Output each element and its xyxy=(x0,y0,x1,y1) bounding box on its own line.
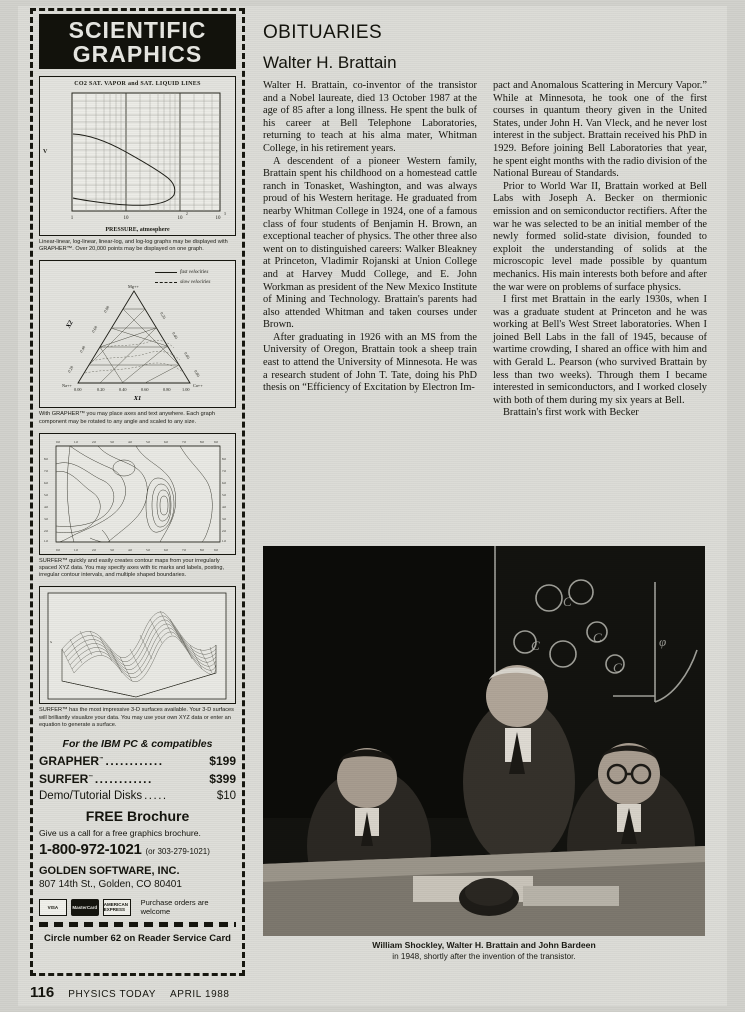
page-footer xyxy=(30,984,330,1001)
phone-primary: 1-800-972-1021 xyxy=(39,841,142,859)
svg-text:8.0: 8.0 xyxy=(44,456,48,461)
svg-text:2.0: 2.0 xyxy=(92,547,96,552)
svg-text:7.0: 7.0 xyxy=(44,468,48,473)
svg-text:8.0: 8.0 xyxy=(200,547,204,552)
svg-text:Mg++: Mg++ xyxy=(128,284,139,290)
svg-text:5.0: 5.0 xyxy=(146,547,150,552)
paragraph: After graduating in 1926 with an MS from the University of Oregon, Brattain took a sheep train east to attend the University of Minnesota. He was a research student of John T. Tate, doing his PhD thesis on “Efficiency of Excitation by Electron Im- xyxy=(263,331,477,394)
price-value: $10 xyxy=(216,790,236,803)
chart-xlabel: X1 xyxy=(133,395,142,403)
svg-text:0.60: 0.60 xyxy=(183,351,191,360)
svg-text:C: C xyxy=(613,660,622,675)
price-row-grapher xyxy=(39,754,236,768)
magazine-name: PHYSICS TODAY xyxy=(68,989,157,1000)
trademark-symbol: ™ xyxy=(88,774,93,780)
svg-text:0.20: 0.20 xyxy=(66,365,75,374)
svg-text:φ: φ xyxy=(659,634,667,649)
svg-text:4.0: 4.0 xyxy=(222,504,226,509)
price-value: $199 xyxy=(209,754,236,769)
svg-text:0.80: 0.80 xyxy=(193,369,201,378)
svg-text:10: 10 xyxy=(123,216,129,221)
svg-text:0.0: 0.0 xyxy=(56,547,60,552)
chart-ylabel: X2 xyxy=(64,319,75,330)
paragraph: pact and Anomalous Scattering in Mercury Vapor.” While at Minnesota, he took one of the first courses in quantum theory given in the United States, under John H. Van Vleck, and he never lost interest in the subject. Brattain received his PhD in 1929. Before joining Bell Laboratories that year, he spent eight months with the radio division of the National Bureau of Standards. xyxy=(493,80,707,180)
obituary-title: Walter H. Brattain xyxy=(263,53,397,72)
svg-text:0.40: 0.40 xyxy=(119,387,127,393)
chart-contour-map xyxy=(39,433,236,555)
company-name: GOLDEN SOFTWARE, INC. xyxy=(39,865,180,878)
payment-methods xyxy=(39,898,236,916)
svg-text:10: 10 xyxy=(215,216,221,221)
svg-text:0.80: 0.80 xyxy=(163,387,171,393)
svg-text:3.0: 3.0 xyxy=(222,516,226,521)
paragraph: Walter H. Brattain, co-inventor of the transistor and a Nobel laureate, died 13 October 1987 at the age of 85 after a long illness. He spent the bulk of his career at Bell Telephone Laboratories, returning to teach at his alma mater, Whitman College, in his retirement years. xyxy=(263,80,477,154)
price-product-name: Demo/Tutorial Disks xyxy=(39,790,143,803)
shockley-brattain-bardeen-photo xyxy=(263,546,705,936)
chart-ternary-velocity-diagram xyxy=(39,260,236,408)
amex-card-icon: AMERICAN EXPRESS xyxy=(103,899,131,916)
svg-text:2.0: 2.0 xyxy=(92,439,96,444)
legend-item-fast: fast velocities xyxy=(155,269,229,275)
svg-text:0.40: 0.40 xyxy=(171,331,179,340)
svg-text:1.0: 1.0 xyxy=(74,547,78,552)
issue-date: APRIL 1988 xyxy=(170,989,230,1000)
price-product-name: GRAPHER xyxy=(39,754,100,769)
svg-text:6.0: 6.0 xyxy=(164,439,168,444)
svg-text:4.0: 4.0 xyxy=(128,439,132,444)
svg-text:1.0: 1.0 xyxy=(44,538,48,543)
trademark-symbol: ™ xyxy=(99,756,104,762)
paragraph: A descendent of a pioneer Western family, Brattain spent his childhood on a homestead cattle ranch in Tonasket, Washington, and was always proud of his Western heritage. He graduated from nearby Whitman College in 1924, one of a famous class of four students of Benjamin H. Brown, an exceptional teacher of physics. The other three also went on to distinguished careers: Walker Bleakney at Princeton, Vladimir Rojanski at Union College and at Harvey Mudd College, and E. John Workman as president of the New Mexico Institute of Mining and Technology. Brattain's parents had also attended Whitman and taken courses under Brown. xyxy=(263,155,477,331)
svg-text:2: 2 xyxy=(186,212,188,216)
svg-text:Ca++: Ca++ xyxy=(193,383,203,389)
legend-swatch-dashed xyxy=(155,282,177,283)
svg-text:10: 10 xyxy=(177,216,183,221)
figure-caption-4: SURFER™ has the most impressive 3-D surfaces available. Your 3-D surfaces will brilliantly visualize your data. You may use your own XYZ data or enter an equation to generate a surface. xyxy=(39,707,234,728)
article-column-right xyxy=(493,80,707,420)
svg-text:5.0: 5.0 xyxy=(222,492,226,497)
svg-text:9.0: 9.0 xyxy=(214,439,218,444)
phone-alternate: (or 303-279-1021) xyxy=(145,847,210,857)
svg-text:3.0: 3.0 xyxy=(110,439,114,444)
page-number: 116 xyxy=(30,984,55,1001)
svg-text:7.0: 7.0 xyxy=(182,547,186,552)
svg-text:9.0: 9.0 xyxy=(214,547,218,552)
svg-text:1: 1 xyxy=(70,216,74,221)
svg-text:3.0: 3.0 xyxy=(44,516,48,521)
svg-text:3.0: 3.0 xyxy=(110,547,114,552)
ad-banner xyxy=(39,14,236,69)
svg-text:Na++: Na++ xyxy=(62,383,72,389)
figure-caption-2: With GRAPHER™ you may place axes and text anywhere. Each graph component may be rotated to any angle and scaled to any size. xyxy=(39,411,215,425)
platform-line: For the IBM PC & compatibles xyxy=(62,738,213,751)
svg-text:2.0: 2.0 xyxy=(222,528,226,533)
svg-text:Z: Z xyxy=(49,641,53,644)
svg-text:8.0: 8.0 xyxy=(200,439,204,444)
svg-text:8.0: 8.0 xyxy=(222,456,226,461)
svg-text:7.0: 7.0 xyxy=(182,439,186,444)
photo-caption-line2: in 1948, shortly after the invention of the transistor. xyxy=(392,952,576,961)
call-line: Give us a call for a free graphics brochure. xyxy=(39,828,201,839)
company-address: 807 14th St., Golden, CO 80401 xyxy=(39,879,182,891)
svg-text:0.0: 0.0 xyxy=(56,439,60,444)
visa-card-icon: VISA xyxy=(39,899,67,916)
photo-caption-line1: William Shockley, Walter H. Brattain and John Bardeen xyxy=(372,940,596,950)
price-product-name: SURFER xyxy=(39,772,89,787)
svg-text:1.00: 1.00 xyxy=(182,387,190,393)
svg-text:3: 3 xyxy=(224,212,226,216)
svg-text:1.0: 1.0 xyxy=(222,538,226,543)
svg-text:0.60: 0.60 xyxy=(141,387,149,393)
svg-text:5.0: 5.0 xyxy=(146,439,150,444)
price-value: $399 xyxy=(209,772,236,787)
price-dots: ............ xyxy=(105,754,164,769)
tear-off-dashed-line xyxy=(39,922,236,927)
svg-text:C: C xyxy=(531,638,540,653)
price-row-demo xyxy=(39,790,236,802)
paragraph: Brattain's first work with Becker xyxy=(503,407,639,419)
legend-swatch-solid xyxy=(155,272,177,273)
article-column-left xyxy=(263,80,477,420)
reader-service-note: Circle number 62 on Reader Service Card xyxy=(44,933,231,945)
chart-co2-saturation-lines xyxy=(39,76,236,236)
legend-item-slow: slow velocities xyxy=(155,279,229,285)
mastercard-icon: MasterCard xyxy=(71,899,99,916)
svg-text:6.0: 6.0 xyxy=(222,480,226,485)
svg-text:6.0: 6.0 xyxy=(164,547,168,552)
svg-text:5.0: 5.0 xyxy=(44,492,48,497)
svg-text:4.0: 4.0 xyxy=(44,504,48,509)
svg-text:C: C xyxy=(593,630,602,645)
paragraph: I first met Brattain in the early 1930s, when I was a graduate student at Princeton and he was working at Bell's West Street laboratories. When I joined Bell Labs in the fall of 1945, because of wartime crowding, I shared an office with him and with Gerald L. Pearson (who survived Brattain by less than two weeks). Through them I became interested in semiconductors, and I worked closely with both of them during my six years at Bell. xyxy=(493,294,707,406)
purchase-orders-note: Purchase orders are welcome xyxy=(140,898,209,917)
price-dots: ..... xyxy=(144,790,168,803)
chart-ylabel: V xyxy=(43,149,48,155)
phone-number[interactable] xyxy=(39,841,236,858)
svg-text:0.00: 0.00 xyxy=(74,387,82,393)
figure-caption-1: Linear-linear, log-linear, linear-log, and log-log graphs may be displayed with GRAPHER™. Over 20,000 points may be displayed on one graph. xyxy=(39,239,228,253)
svg-text:6.0: 6.0 xyxy=(44,480,48,485)
price-dots: ............ xyxy=(94,772,153,787)
ad-banner-line1: SCIENTIFIC xyxy=(68,16,207,43)
chart-3d-surface xyxy=(39,586,236,704)
svg-text:7.0: 7.0 xyxy=(222,468,226,473)
paragraph: Prior to World War II, Brattain worked at Bell Labs with Joseph A. Becker on thermionic emission and on semiconductor rectifiers. After the war he was selected to be an initial member of the newly formed solid-state division, founded to exploit the understanding of solids at the microscopic level made possible by quantum mechanics. His main interests both before and after the war were on problems of surface physics. xyxy=(493,180,707,293)
svg-text:0.60: 0.60 xyxy=(90,325,99,334)
scientific-graphics-advertisement xyxy=(30,8,245,976)
svg-text:1.0: 1.0 xyxy=(74,439,78,444)
chart-title: CO2 SAT. VAPOR and SAT. LIQUID LINES xyxy=(74,81,201,87)
section-heading: OBITUARIES xyxy=(263,22,383,43)
chart-xlabel: PRESSURE, atmosphere xyxy=(105,227,170,233)
price-row-surfer xyxy=(39,772,236,786)
figure-caption-3: SURFER™ quickly and easily creates contour maps from your irregularly spaced XYZ data. You may specify axes with tic marks and labels, posting, irregular contour intervals, and multiple shaped boundaries. xyxy=(39,557,225,579)
svg-text:0.20: 0.20 xyxy=(159,311,167,320)
obituary-article xyxy=(263,22,707,420)
ad-banner-line2: GRAPHICS xyxy=(72,40,203,67)
svg-text:2.0: 2.0 xyxy=(44,528,48,533)
svg-text:0.40: 0.40 xyxy=(78,345,87,354)
svg-text:C: C xyxy=(563,594,572,609)
photo-caption xyxy=(263,940,705,961)
chart-legend xyxy=(155,269,229,289)
svg-text:0.80: 0.80 xyxy=(102,305,111,314)
svg-text:4.0: 4.0 xyxy=(128,547,132,552)
free-brochure-heading: FREE Brochure xyxy=(85,808,190,825)
svg-text:0.20: 0.20 xyxy=(97,387,105,393)
